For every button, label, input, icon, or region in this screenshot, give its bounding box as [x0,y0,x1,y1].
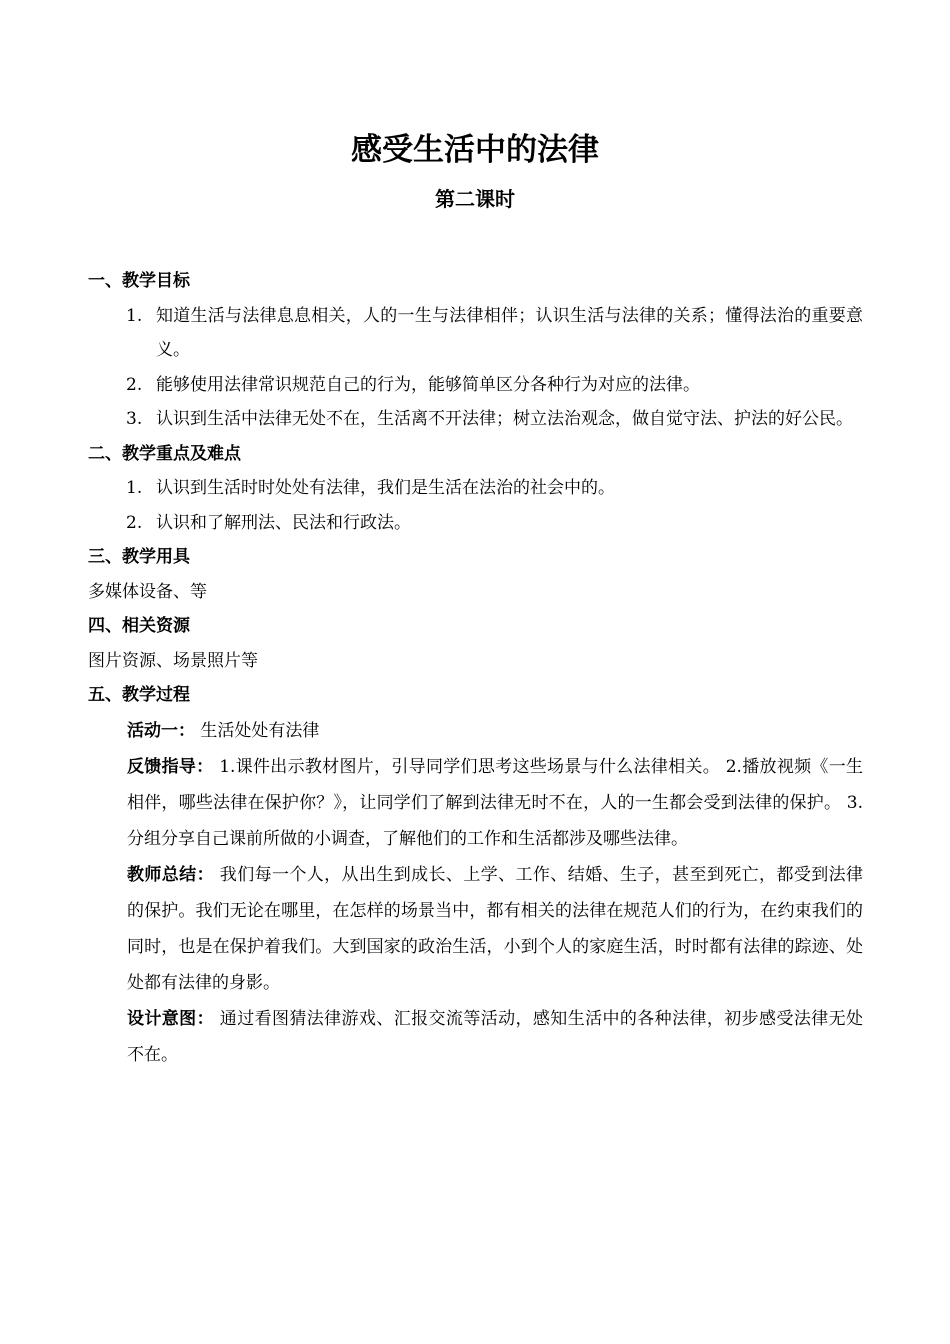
paragraph-lead: 教师总结： [127,864,214,885]
section-heading-tools: 三、教学用具 [88,547,190,567]
list-number: 2. [126,512,143,533]
list-text: 能够使用法律常识规范自己的行为，能够简单区分各种行为对应的法律。 [156,374,700,395]
list-number: 3. [126,409,143,429]
list-text: 认识到生活中法律无处不在，生活离不开法律；树立法治观念，做自觉守法、护法的好公民。 [156,409,853,429]
paragraph-text: 我们每一个人，从出生到成长、上学、工作、结婚、生子，甚至到死亡，都受到法律的保护。我们无论在哪里，在怎样的场景当中，都有相关的法律在规范人们的行为，在约束我们的同时，也是在保护着我们。大到国家的政治生活，小到个人的家庭生活，时时都有法律的踪迹、处处都有法律的身影。 [127,864,864,993]
process-paragraph-activity [88,713,863,749]
process-paragraph-summary [88,857,863,1001]
key-point-item [88,506,863,541]
process-paragraph-design-intent [88,1001,863,1073]
objective-item [88,402,863,437]
section-heading-objectives: 一、教学目标 [88,271,190,291]
document-subtitle: 第二课时 [435,187,515,211]
list-text: 知道生活与法律息息相关，人的一生与法律相伴；认识生活与法律的关系；懂得法治的重要意义。 [156,305,863,360]
list-number: 1. [126,305,143,326]
key-point-item [88,471,863,506]
section-heading-key-points: 二、教学重点及难点 [88,443,241,464]
paragraph-lead: 设计意图： [127,1008,214,1029]
list-text: 认识和了解刑法、民法和行政法。 [156,512,411,533]
list-number: 1. [126,478,143,498]
paragraph-text: 1.课件出示教材图片，引导同学们思考这些场景与什么法律相关。 2.播放视频《一生相伴，哪些法律在保护你？》，让同学们了解到法律无时不在，人的一生都会受到法律的保护。 3.分组分享自己课前所做的小调查，了解他们的工作和生活都涉及哪些法律。 [127,756,864,849]
tools-text: 多媒体设备、等 [88,581,207,602]
paragraph-lead: 活动一： [127,720,195,741]
document-body [88,264,863,1073]
objective-item [88,368,863,403]
objective-item [88,299,863,368]
paragraph-lead: 反馈指导： [127,756,214,777]
resources-text: 图片资源、场景照片等 [88,650,258,671]
document-title: 感受生活中的法律 [351,132,599,168]
list-text: 认识到生活时时处处有法律，我们是生活在法治的社会中的。 [156,478,615,498]
paragraph-text: 生活处处有法律 [200,720,320,741]
section-heading-resources: 四、相关资源 [88,616,190,636]
list-number: 2. [126,374,143,395]
process-paragraph-feedback [88,749,863,857]
section-heading-process: 五、教学过程 [88,685,190,705]
paragraph-text: 通过看图猜法律游戏、汇报交流等活动，感知生活中的各种法律，初步感受法律无处不在。 [127,1008,864,1065]
